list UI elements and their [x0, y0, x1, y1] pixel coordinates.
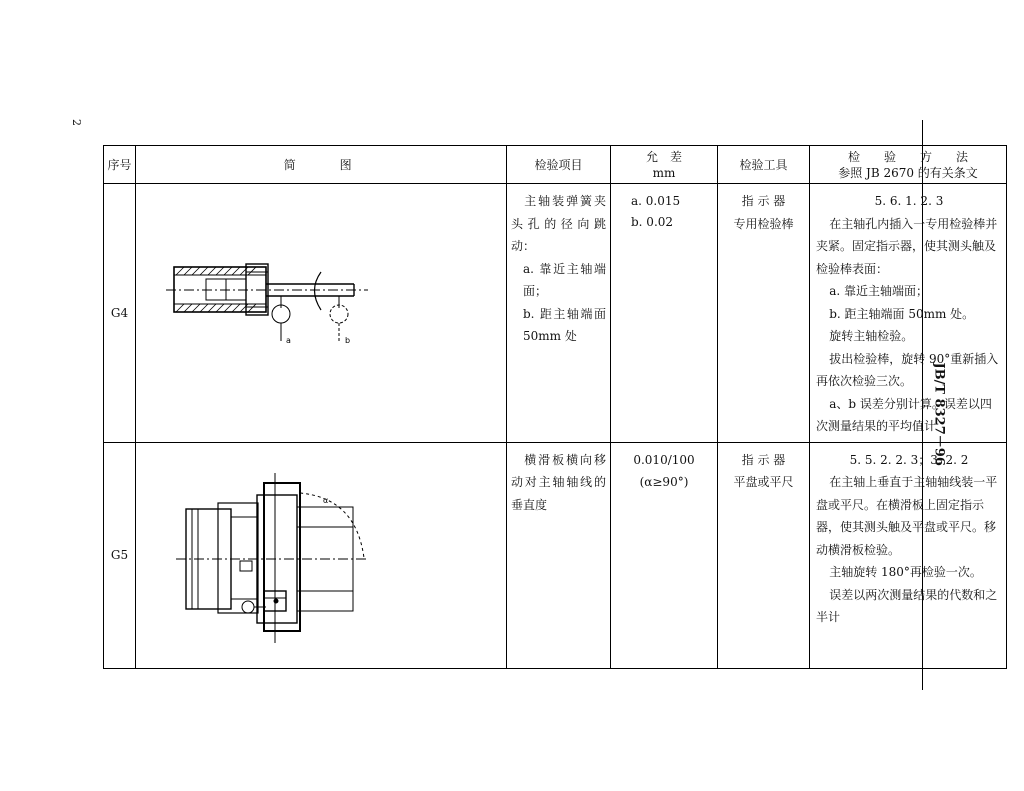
spindle-runout-drawing	[136, 184, 506, 430]
inspection-item	[507, 442, 611, 668]
inspection-item	[507, 184, 611, 443]
header-sketch	[136, 146, 507, 184]
method-line: a. 靠近主轴端面；	[829, 284, 928, 298]
sketch-cell	[136, 184, 507, 443]
table-row	[104, 442, 1007, 668]
tolerance	[611, 184, 718, 443]
label-a: a	[286, 336, 291, 345]
inspection-table	[103, 145, 1007, 669]
label-b: b	[345, 336, 351, 345]
row-number: G4	[104, 184, 136, 443]
item-line: a. 靠近主轴端面；	[523, 261, 606, 298]
method-line: b. 距主轴端面 50mm 处。	[829, 306, 975, 321]
inspection-tool	[718, 184, 810, 443]
method-line: 误差以两次测量结果的代数和之半计	[816, 587, 998, 624]
tolerance-line: a. 0.015	[631, 194, 681, 208]
label-alpha: α	[323, 495, 329, 505]
tool-line: 指 示 器	[741, 452, 786, 467]
method-reference: 5. 6. 1. 2. 3	[874, 194, 944, 208]
tool-line: 专用检验棒	[733, 216, 794, 231]
method-line: 在主轴孔内插入一专用检验棒并夹紧。固定指示器，使其测头触及检验棒表面：	[816, 216, 998, 276]
tolerance-line: 0.010/100	[633, 452, 695, 467]
inspection-tool	[718, 442, 810, 668]
standard-code: JB/T 8327－96	[931, 362, 947, 466]
tolerance-line: (α≥90°)	[639, 475, 689, 489]
tolerance-line: b. 0.02	[631, 215, 674, 229]
header-method	[810, 146, 1007, 184]
item-line: b. 距主轴端面 50mm 处	[523, 306, 606, 343]
tool-line: 指 示 器	[741, 194, 786, 208]
page-number: 2	[70, 119, 83, 126]
method-line: 主轴旋转 180°再检验一次。	[829, 565, 982, 579]
tolerance	[611, 442, 718, 668]
sketch-cell	[136, 442, 507, 668]
inspection-method	[810, 442, 1007, 668]
header-tolerance-label: 允 差	[645, 149, 682, 164]
header-sketch-label: 简 图	[283, 158, 359, 172]
item-line: 横滑板横向移动对主轴轴线的垂直度	[511, 452, 606, 512]
header-tool: 检验工具	[718, 146, 810, 184]
table-header-row	[104, 146, 1007, 184]
perpendicularity-diagram	[136, 443, 506, 668]
item-line: 主轴装弹簧夹头孔的径向跳动：	[511, 194, 606, 253]
header-method-ref: 参照 JB 2670 的有关条文	[838, 165, 978, 180]
method-line: a、b 误差分别计算。误差以四次测量结果的平均值计	[816, 396, 992, 433]
header-item: 检验项目	[507, 146, 611, 184]
header-method-label: 检 验 方 法	[847, 149, 968, 164]
method-reference: 5. 5. 2. 2. 3；3. 2. 2	[849, 452, 969, 467]
method-line: 拔出检验棒，旋转 90°重新插入再依次检验三次。	[816, 351, 999, 388]
header-tolerance	[611, 146, 718, 184]
row-number: G5	[104, 442, 136, 668]
header-tolerance-unit: mm	[652, 165, 676, 180]
spindle-runout-diagram	[136, 184, 506, 430]
inspection-method	[810, 184, 1007, 443]
table-row	[104, 184, 1007, 443]
header-no: 序号	[104, 146, 136, 184]
method-line: 旋转主轴检验。	[829, 329, 914, 343]
tool-line: 平盘或平尺	[733, 475, 794, 489]
method-line: 在主轴上垂直于主轴轴线装一平盘或平尺。在横滑板上固定指示器，使其测头触及平盘或平尺。移动横滑板检验。	[816, 475, 998, 557]
perpendicularity-drawing	[136, 443, 506, 668]
